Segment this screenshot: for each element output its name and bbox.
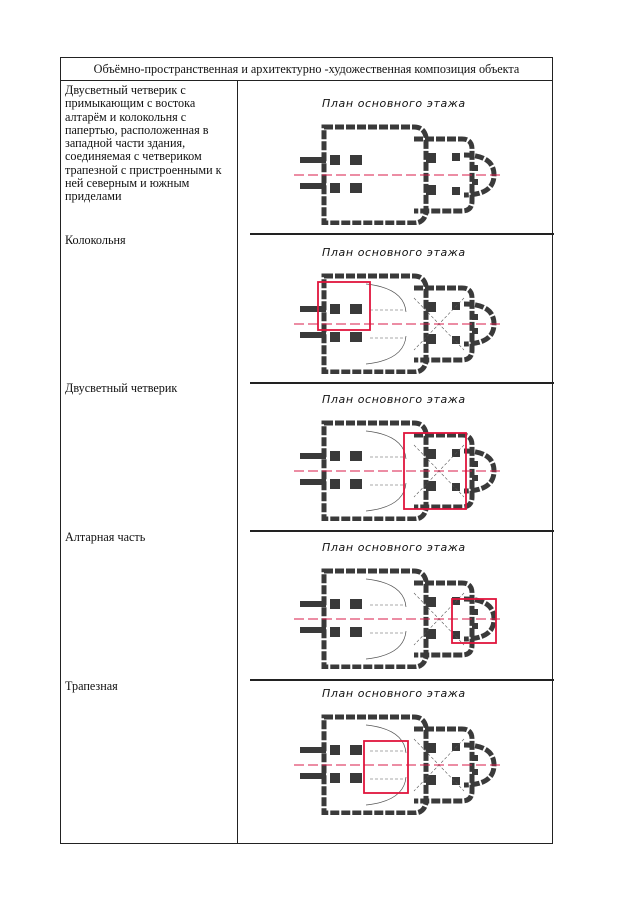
row-separator xyxy=(250,679,554,681)
floor-plan xyxy=(236,246,496,376)
row-separator xyxy=(250,233,554,235)
row-description-chetverik: Двусветный четверик xyxy=(65,381,178,395)
table-header: Объёмно-пространственная и архитектурно -художественная композиция объекта xyxy=(61,58,552,81)
floor-plan xyxy=(236,393,496,523)
plan-title: План основного этажа xyxy=(322,97,466,110)
plan-title: План основного этажа xyxy=(322,393,466,406)
row-description-bell-tower: Колокольня xyxy=(65,233,126,247)
floor-plan xyxy=(236,541,496,671)
floor-plan xyxy=(236,687,496,817)
floor-plan-drawing xyxy=(294,411,504,521)
plan-title: План основного этажа xyxy=(322,687,466,700)
row-description-composition: Двусветный четверик с примыкающим с востока алтарём и колокольня с папертью, расположенная в западной части здания, соединяемая с четвериком трапезной с пристроенными к ней северным и южным приделами xyxy=(65,83,222,204)
plan-title: План основного этажа xyxy=(322,541,466,554)
floor-plan-drawing xyxy=(294,559,504,669)
floor-plan-drawing xyxy=(294,705,504,815)
plan-title: План основного этажа xyxy=(322,246,466,259)
row-description-altar: Алтарная часть xyxy=(65,530,146,544)
row-separator xyxy=(250,382,554,384)
floor-plan-drawing xyxy=(294,264,504,374)
floor-plan-drawing xyxy=(294,115,504,225)
row-description-refectory: Трапезная xyxy=(65,679,118,693)
floor-plan xyxy=(236,97,496,227)
row-separator xyxy=(250,530,554,532)
